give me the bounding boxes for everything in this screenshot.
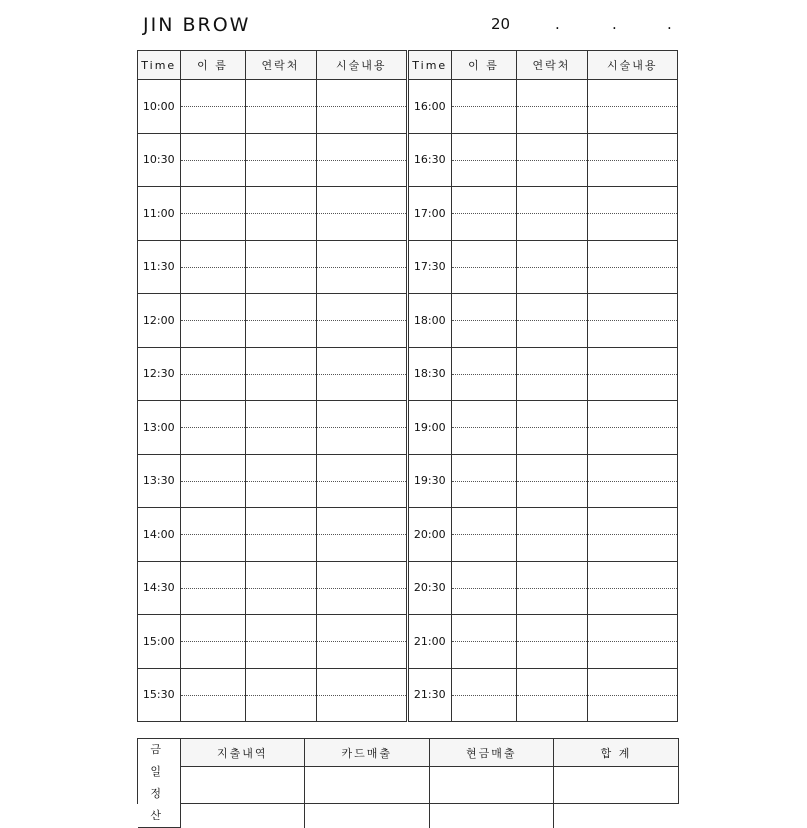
treatment-cell[interactable]: [316, 80, 406, 134]
schedule-row: [409, 401, 677, 455]
treatment-cell[interactable]: [587, 347, 677, 401]
time-slot-label: 11:30: [142, 260, 175, 274]
column-header-treatment: 시술내용: [587, 51, 677, 80]
contact-cell[interactable]: [516, 133, 587, 187]
name-cell[interactable]: [180, 454, 245, 508]
expenses-cell[interactable]: [180, 767, 305, 828]
contact-cell[interactable]: [245, 561, 316, 615]
schedule-row: [409, 454, 677, 508]
date-year: 20: [491, 15, 511, 33]
schedule-row: [409, 561, 677, 615]
time-slot-cell: [138, 347, 180, 401]
time-slot-label: 10:00: [142, 99, 175, 113]
schedule-row: [138, 347, 406, 401]
schedule-row: [138, 133, 406, 187]
time-slot-label: 19:00: [413, 420, 446, 434]
time-slot-cell: [138, 508, 180, 562]
time-slot-label: 15:30: [142, 688, 175, 702]
name-cell[interactable]: [451, 668, 516, 721]
treatment-cell[interactable]: [587, 240, 677, 294]
treatment-cell[interactable]: [587, 80, 677, 134]
name-cell[interactable]: [451, 80, 516, 134]
time-slot-label: 13:30: [142, 474, 175, 488]
time-slot-label: 17:30: [413, 260, 446, 274]
schedule-row: [409, 294, 677, 348]
schedule-row: [138, 508, 406, 562]
contact-cell[interactable]: [245, 615, 316, 669]
name-cell[interactable]: [180, 133, 245, 187]
time-slot-cell: [409, 240, 451, 294]
time-slot-label: 21:30: [413, 688, 446, 702]
treatment-cell[interactable]: [587, 454, 677, 508]
treatment-cell[interactable]: [587, 508, 677, 562]
settlement-entry-row: [138, 767, 678, 828]
name-cell[interactable]: [451, 615, 516, 669]
schedule-row: [409, 615, 677, 669]
column-header-time: Time: [138, 51, 180, 80]
treatment-cell[interactable]: [316, 508, 406, 562]
date-dot-end: .: [667, 15, 672, 33]
name-cell[interactable]: [180, 187, 245, 241]
schedule-row: [138, 401, 406, 455]
schedule-row: [138, 561, 406, 615]
contact-cell[interactable]: [516, 615, 587, 669]
time-slot-label: 18:00: [413, 313, 446, 327]
settlement-label-line1: 금 일: [150, 743, 168, 778]
treatment-cell[interactable]: [316, 401, 406, 455]
name-cell[interactable]: [180, 347, 245, 401]
time-slot-label: 20:30: [413, 581, 446, 595]
time-slot-label: 16:30: [413, 153, 446, 167]
treatment-cell[interactable]: [316, 668, 406, 721]
time-slot-label: 11:00: [142, 206, 175, 220]
treatment-cell[interactable]: [587, 401, 677, 455]
time-slot-cell: [138, 401, 180, 455]
time-slot-cell: [138, 133, 180, 187]
name-cell[interactable]: [180, 561, 245, 615]
treatment-cell[interactable]: [587, 133, 677, 187]
name-cell[interactable]: [180, 401, 245, 455]
name-cell[interactable]: [451, 508, 516, 562]
total-cell[interactable]: [554, 767, 679, 828]
card-sales-cell[interactable]: [305, 767, 430, 828]
schedule-row: [409, 347, 677, 401]
treatment-cell[interactable]: [316, 240, 406, 294]
name-cell[interactable]: [451, 240, 516, 294]
column-header-name: 이 름: [451, 51, 516, 80]
column-header-expenses: 지출내역: [180, 739, 305, 767]
schedule-row: [409, 668, 677, 721]
contact-cell[interactable]: [516, 240, 587, 294]
name-cell[interactable]: [451, 401, 516, 455]
column-header-treatment: 시술내용: [316, 51, 406, 80]
schedule-table-right: [408, 50, 678, 722]
time-slot-cell: [138, 561, 180, 615]
treatment-cell[interactable]: [316, 347, 406, 401]
contact-cell[interactable]: [516, 454, 587, 508]
contact-cell[interactable]: [516, 561, 587, 615]
contact-cell[interactable]: [516, 80, 587, 134]
name-cell[interactable]: [451, 561, 516, 615]
name-cell[interactable]: [180, 80, 245, 134]
time-slot-label: 18:30: [413, 367, 446, 381]
time-slot-label: 10:30: [142, 153, 175, 167]
name-cell[interactable]: [180, 240, 245, 294]
time-slot-cell: [409, 668, 451, 721]
contact-cell[interactable]: [516, 668, 587, 721]
time-slot-cell: [138, 294, 180, 348]
schedule-row: [138, 80, 406, 134]
schedule-row: [409, 508, 677, 562]
schedule-row: [409, 240, 677, 294]
treatment-cell[interactable]: [316, 187, 406, 241]
schedule-row: [138, 294, 406, 348]
column-header-time: Time: [409, 51, 451, 80]
contact-cell[interactable]: [245, 347, 316, 401]
time-slot-label: 15:00: [142, 634, 175, 648]
time-slot-cell: [138, 454, 180, 508]
time-slot-label: 19:30: [413, 474, 446, 488]
cash-sales-cell[interactable]: [429, 767, 554, 828]
daily-settlement-table: [137, 738, 679, 822]
schedule-row: [138, 454, 406, 508]
date-dot-day: .: [612, 15, 617, 33]
time-slot-cell: [409, 615, 451, 669]
time-slot-cell: [409, 80, 451, 134]
name-cell[interactable]: [451, 454, 516, 508]
schedule-row: [138, 668, 406, 721]
schedule-row: [409, 187, 677, 241]
contact-cell[interactable]: [516, 294, 587, 348]
time-slot-cell: [409, 294, 451, 348]
time-slot-label: 17:00: [413, 206, 446, 220]
contact-cell[interactable]: [516, 508, 587, 562]
treatment-cell[interactable]: [316, 615, 406, 669]
treatment-cell[interactable]: [316, 454, 406, 508]
time-slot-label: 16:00: [413, 99, 446, 113]
contact-cell[interactable]: [245, 294, 316, 348]
settlement-header-row: [138, 739, 678, 767]
time-slot-cell: [409, 347, 451, 401]
contact-cell[interactable]: [516, 401, 587, 455]
settlement-label-line2: 정 산: [150, 787, 168, 822]
schedule-row: [409, 80, 677, 134]
name-cell[interactable]: [180, 668, 245, 721]
time-slot-cell: [409, 454, 451, 508]
schedule-row: [138, 187, 406, 241]
contact-cell[interactable]: [245, 454, 316, 508]
treatment-cell[interactable]: [316, 133, 406, 187]
time-slot-label: 13:00: [142, 420, 175, 434]
column-header-card-sales: 카드매출: [305, 739, 430, 767]
name-cell[interactable]: [451, 133, 516, 187]
column-header-contact: 연락처: [516, 51, 587, 80]
column-header-total: 합 계: [554, 739, 679, 767]
name-cell[interactable]: [180, 508, 245, 562]
schedule-table-left: [137, 50, 407, 722]
contact-cell[interactable]: [245, 668, 316, 721]
contact-cell[interactable]: [516, 187, 587, 241]
name-cell[interactable]: [451, 294, 516, 348]
schedule-row: [138, 615, 406, 669]
name-cell[interactable]: [180, 294, 245, 348]
time-slot-label: 20:00: [413, 527, 446, 541]
name-cell[interactable]: [451, 347, 516, 401]
schedule-header-row: [409, 51, 677, 80]
treatment-cell[interactable]: [587, 561, 677, 615]
column-header-name: 이 름: [180, 51, 245, 80]
treatment-cell[interactable]: [587, 294, 677, 348]
time-slot-label: 21:00: [413, 634, 446, 648]
time-slot-cell: [138, 80, 180, 134]
time-slot-cell: [409, 187, 451, 241]
schedule-header-row: [138, 51, 406, 80]
time-slot-cell: [409, 561, 451, 615]
treatment-cell[interactable]: [587, 668, 677, 721]
contact-cell[interactable]: [245, 401, 316, 455]
time-slot-cell: [409, 508, 451, 562]
contact-cell[interactable]: [245, 133, 316, 187]
time-slot-cell: [138, 668, 180, 721]
contact-cell[interactable]: [245, 508, 316, 562]
schedule-row: [138, 240, 406, 294]
brand-title: JIN BROW: [143, 14, 251, 36]
contact-cell[interactable]: [245, 240, 316, 294]
time-slot-label: 12:30: [142, 367, 175, 381]
treatment-cell[interactable]: [587, 615, 677, 669]
contact-cell[interactable]: [245, 80, 316, 134]
time-slot-cell: [138, 187, 180, 241]
treatment-cell[interactable]: [316, 561, 406, 615]
name-cell[interactable]: [451, 187, 516, 241]
contact-cell[interactable]: [516, 347, 587, 401]
column-header-contact: 연락처: [245, 51, 316, 80]
time-slot-label: 14:00: [142, 527, 175, 541]
date-dot-month: .: [555, 15, 560, 33]
time-slot-cell: [409, 133, 451, 187]
treatment-cell[interactable]: [587, 187, 677, 241]
name-cell[interactable]: [180, 615, 245, 669]
time-slot-label: 12:00: [142, 313, 175, 327]
time-slot-cell: [138, 615, 180, 669]
contact-cell[interactable]: [245, 187, 316, 241]
treatment-cell[interactable]: [316, 294, 406, 348]
settlement-label: [138, 739, 180, 828]
time-slot-cell: [138, 240, 180, 294]
schedule-row: [409, 133, 677, 187]
time-slot-label: 14:30: [142, 581, 175, 595]
time-slot-cell: [409, 401, 451, 455]
column-header-cash-sales: 현금매출: [429, 739, 554, 767]
